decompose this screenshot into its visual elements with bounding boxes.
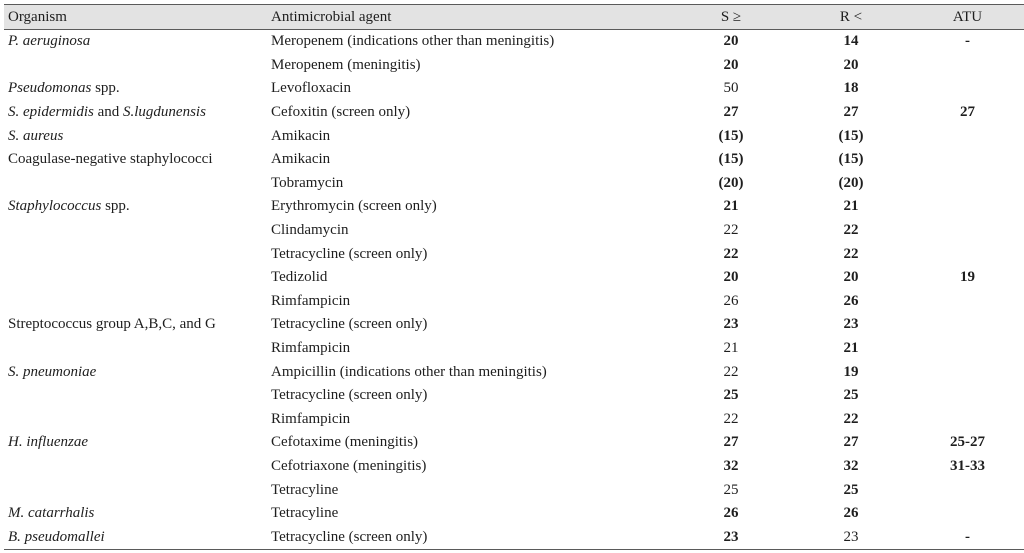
atu-cell: 27 — [960, 104, 975, 121]
atu-cell — [911, 478, 1024, 502]
organism-text: Coagulase-negative staphylococci — [8, 151, 213, 168]
atu-cell — [911, 360, 1024, 384]
organism-text: and — [93, 104, 123, 121]
r-breakpoint-cell: 26 — [843, 292, 859, 309]
r-breakpoint-cell: 22 — [843, 222, 859, 239]
antimicrobial-agent-cell: Tetracyline — [271, 481, 339, 498]
antimicrobial-agent-cell: Amikacin — [271, 151, 331, 168]
s-breakpoint-cell: 50 — [723, 80, 739, 97]
organism-text: S. epidermidis — [8, 104, 94, 121]
antimicrobial-agent-cell: Erythromycin (screen only) — [271, 198, 437, 215]
atu-cell — [911, 172, 1024, 196]
table-row — [4, 148, 1024, 172]
organism-cell — [4, 455, 271, 479]
header-row — [4, 5, 1024, 30]
atu-cell: - — [911, 525, 1024, 549]
antimicrobial-agent-cell: Rimfampicin — [271, 410, 351, 427]
organism-cell — [4, 502, 271, 526]
table-row — [4, 502, 1024, 526]
table-row — [4, 77, 1024, 101]
table-row — [4, 266, 1024, 290]
r-breakpoint-cell: 20 — [843, 269, 859, 286]
s-breakpoint-cell: 22 — [723, 363, 739, 380]
r-breakpoint-cell: 27 — [843, 434, 859, 451]
organism-text: P. aeruginosa — [8, 33, 91, 50]
organism-text: S. aureus — [8, 127, 64, 144]
r-breakpoint-cell: 25 — [843, 387, 859, 404]
atu-cell — [911, 54, 1024, 78]
r-breakpoint-cell: 18 — [843, 80, 859, 97]
header-s: S ≥ — [671, 5, 791, 30]
organism-cell — [4, 525, 271, 549]
atu-cell — [911, 242, 1024, 266]
atu-cell — [911, 337, 1024, 361]
s-breakpoint-cell: 26 — [723, 505, 739, 522]
s-breakpoint-cell: 32 — [723, 457, 739, 474]
s-breakpoint-cell: 21 — [723, 198, 739, 215]
r-breakpoint-cell: 22 — [843, 410, 859, 427]
table-row — [4, 313, 1024, 337]
r-breakpoint-cell: 21 — [843, 198, 859, 215]
antimicrobial-agent-cell: Ampicillin (indications other than meningitis) — [271, 363, 547, 380]
antimicrobial-agent-cell: Levofloxacin — [271, 80, 351, 97]
r-breakpoint-cell: 14 — [843, 33, 859, 50]
antimicrobial-agent-cell: Meropenem (meningitis) — [271, 56, 421, 73]
antimicrobial-agent-cell: Tetracycline (screen only) — [271, 316, 428, 333]
antimicrobial-agent-cell: Tedizolid — [271, 269, 328, 286]
s-breakpoint-cell: 25 — [723, 387, 739, 404]
r-breakpoint-cell: 25 — [843, 481, 859, 498]
atu-cell — [911, 408, 1024, 432]
s-breakpoint-cell: 27 — [723, 104, 739, 121]
antimicrobial-agent-cell: Rimfampicin — [271, 340, 351, 357]
r-breakpoint-cell: 26 — [843, 505, 859, 522]
atu-cell — [911, 502, 1024, 526]
organism-text: Staphylococcus — [8, 198, 102, 215]
r-breakpoint-cell: 27 — [843, 104, 859, 121]
header-organism: Organism — [4, 5, 271, 30]
atu-cell: 31-33 — [950, 457, 985, 474]
header-r: R < — [791, 5, 911, 30]
table-row — [4, 360, 1024, 384]
table-row — [4, 525, 1024, 549]
table-body — [4, 30, 1024, 550]
antimicrobial-agent-cell: Cefoxitin (screen only) — [271, 104, 411, 121]
organism-cell — [4, 478, 271, 502]
organism-cell — [4, 124, 271, 148]
table-row — [4, 172, 1024, 196]
organism-cell — [4, 337, 271, 361]
table-row — [4, 101, 1024, 125]
organism-cell — [4, 384, 271, 408]
atu-cell — [911, 124, 1024, 148]
header-atu: ATU — [911, 5, 1024, 30]
organism-cell — [4, 313, 271, 337]
s-breakpoint-cell: 20 — [723, 269, 739, 286]
r-breakpoint-cell: 23 — [791, 525, 911, 549]
s-breakpoint-cell: 20 — [723, 33, 739, 50]
organism-text: Streptococcus group A,B,C, and G — [8, 316, 216, 333]
s-breakpoint-cell: 25 — [723, 481, 739, 498]
antimicrobial-agent-cell: Tetracycline (screen only) — [271, 245, 428, 262]
r-breakpoint-cell: 19 — [843, 363, 859, 380]
organism-cell — [4, 408, 271, 432]
s-breakpoint-cell: 26 — [723, 292, 739, 309]
table-row — [4, 242, 1024, 266]
table-header — [4, 5, 1024, 30]
s-breakpoint-cell: (15) — [718, 127, 744, 144]
antimicrobial-agent-cell: Tetracyline — [271, 505, 339, 522]
antimicrobial-agent-cell: Tetracycline (screen only) — [271, 387, 428, 404]
table-row — [4, 478, 1024, 502]
r-breakpoint-cell: 21 — [843, 340, 859, 357]
s-breakpoint-cell: 22 — [723, 245, 739, 262]
s-breakpoint-cell: 21 — [723, 340, 739, 357]
table-row — [4, 195, 1024, 219]
table-row — [4, 219, 1024, 243]
atu-cell — [911, 313, 1024, 337]
s-breakpoint-cell: 22 — [723, 222, 739, 239]
atu-cell — [911, 384, 1024, 408]
organism-cell — [4, 101, 271, 125]
antimicrobial-agent-cell: Rimfampicin — [271, 292, 351, 309]
r-breakpoint-cell: (15) — [838, 151, 864, 168]
r-breakpoint-cell: 32 — [843, 457, 859, 474]
s-breakpoint-cell: 23 — [671, 525, 791, 549]
table-row — [4, 455, 1024, 479]
s-breakpoint-cell: (20) — [718, 174, 744, 191]
header-antimicrobial-agent: Antimicrobial agent — [271, 5, 671, 30]
r-breakpoint-cell: 20 — [843, 56, 859, 73]
antimicrobial-agent-cell: Clindamycin — [271, 222, 349, 239]
atu-cell: - — [965, 33, 970, 50]
r-breakpoint-cell: (15) — [838, 127, 864, 144]
table-row — [4, 124, 1024, 148]
table-row — [4, 30, 1024, 54]
atu-cell: 19 — [960, 269, 975, 286]
organism-text: spp. — [91, 80, 120, 97]
r-breakpoint-cell: 22 — [843, 245, 859, 262]
table-row — [4, 431, 1024, 455]
atu-cell — [911, 148, 1024, 172]
antimicrobial-agent-cell: Cefotriaxone (meningitis) — [271, 457, 427, 474]
organism-cell — [4, 148, 271, 172]
organism-text: Pseudomonas — [8, 80, 92, 97]
s-breakpoint-cell: 20 — [723, 56, 739, 73]
organism-text: B. pseudomallei — [8, 528, 105, 545]
organism-text: H. influenzae — [8, 434, 88, 451]
table-row — [4, 290, 1024, 314]
organism-cell — [4, 431, 271, 455]
table-row — [4, 337, 1024, 361]
antimicrobial-agent-cell: Meropenem (indications other than meningitis) — [271, 33, 555, 50]
table-row — [4, 54, 1024, 78]
s-breakpoint-cell: 27 — [723, 434, 739, 451]
antimicrobial-agent-cell: Cefotaxime (meningitis) — [271, 434, 419, 451]
organism-cell — [4, 360, 271, 384]
table-row — [4, 384, 1024, 408]
atu-cell — [911, 219, 1024, 243]
organism-cell — [4, 54, 271, 78]
organism-text: M. catarrhalis — [8, 505, 95, 522]
s-breakpoint-cell: 23 — [723, 316, 739, 333]
atu-cell — [911, 290, 1024, 314]
antimicrobial-agent-cell: Tetracycline (screen only) — [271, 525, 671, 549]
atu-cell — [911, 77, 1024, 101]
breakpoint-table — [4, 4, 1024, 550]
organism-text: spp. — [101, 198, 130, 215]
organism-cell — [4, 290, 271, 314]
organism-cell — [4, 172, 271, 196]
atu-cell — [911, 195, 1024, 219]
antimicrobial-agent-cell: Tobramycin — [271, 174, 344, 191]
antimicrobial-agent-cell: Amikacin — [271, 127, 331, 144]
table-row — [4, 408, 1024, 432]
organism-cell — [4, 219, 271, 243]
organism-text: S. pneumoniae — [8, 363, 97, 380]
s-breakpoint-cell: 22 — [723, 410, 739, 427]
organism-cell — [4, 195, 271, 219]
organism-cell — [4, 77, 271, 101]
organism-cell — [4, 30, 271, 54]
atu-cell: 25-27 — [950, 434, 985, 451]
organism-cell — [4, 242, 271, 266]
r-breakpoint-cell: (20) — [838, 174, 864, 191]
r-breakpoint-cell: 23 — [843, 316, 859, 333]
organism-text: S.lugdunensis — [123, 104, 206, 121]
s-breakpoint-cell: (15) — [718, 151, 744, 168]
organism-cell — [4, 266, 271, 290]
